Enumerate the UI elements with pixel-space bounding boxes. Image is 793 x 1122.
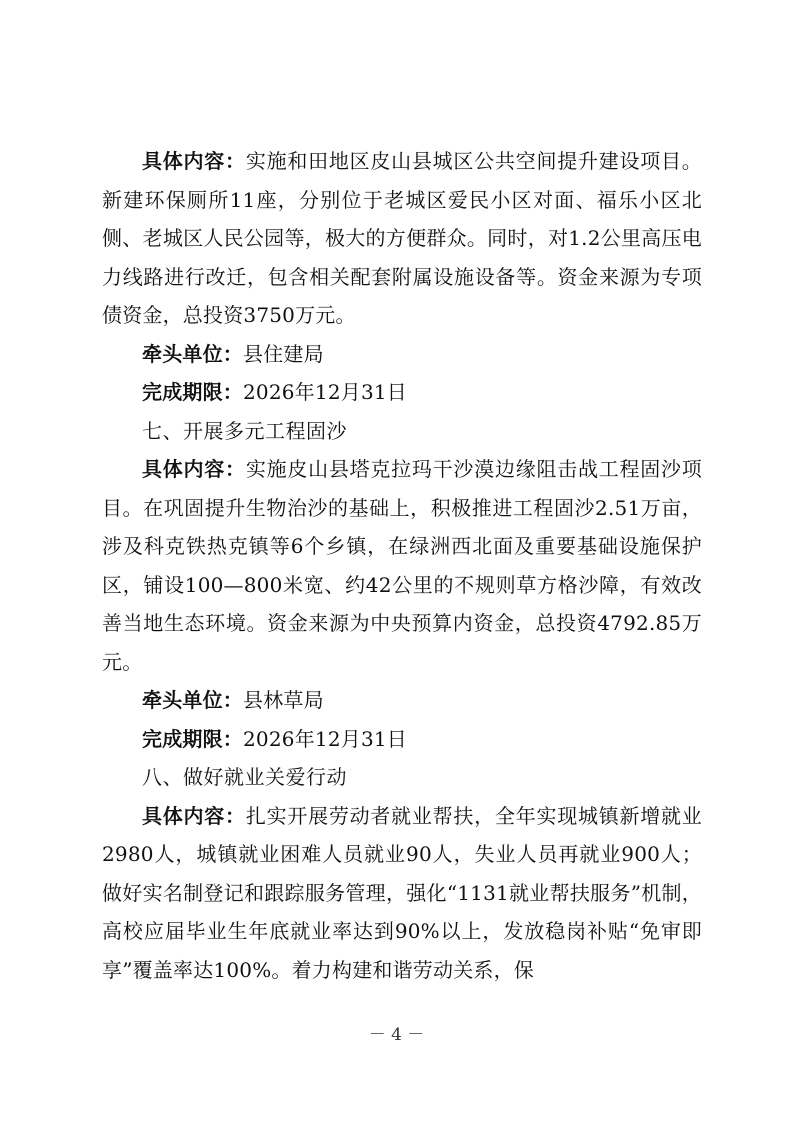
paragraph-text: 2026年12月31日: [243, 380, 407, 404]
lead-unit-paragraph: [102, 335, 702, 374]
paragraph-label: 完成期限：: [142, 380, 243, 404]
content-paragraph: [102, 142, 702, 335]
paragraph-text: 县住建局: [243, 341, 324, 366]
paragraph-label: 具体内容：: [142, 457, 246, 481]
paragraph-label: 完成期限：: [142, 726, 243, 751]
lead-unit-paragraph: [102, 681, 702, 720]
section-heading: 八、做好就业关爱行动: [142, 765, 347, 789]
content-paragraph: [102, 797, 702, 990]
section-heading: 七、开展多元工程固沙: [142, 418, 347, 443]
paragraph-label: 具体内容：: [142, 149, 246, 173]
document-body: [102, 142, 702, 989]
paragraph-text: 实施皮山县塔克拉玛干沙漠边缘阻击战工程固沙项目。在巩固提升生物治沙的基础上，积极推进工程固沙2.51万亩，涉及科克铁热克镇等6个乡镇，在绿洲西北面及重要基础设施保护区，铺设100—800米宽、约42公里的不规则草方格沙障，有效改善当地生态环境。资金来源为中央预算内资金，总投资4792.85万元。: [102, 457, 702, 674]
paragraph-text: 实施和田地区皮山县城区公共空间提升建设项目。新建环保厕所11座，分别位于老城区爱民小区对面、福乐小区北侧、老城区人民公园等，极大的方便群众。同时，对1.2公里高压电力线路进行改迁，包含相关配套附属设施设备等。资金来源为专项债资金，总投资3750万元。: [102, 149, 702, 327]
paragraph-text: 县林草局: [243, 688, 324, 712]
content-paragraph: [102, 450, 702, 681]
paragraph-text: 2026年12月31日: [243, 726, 407, 751]
paragraph-text: 扎实开展劳动者就业帮扶，全年实现城镇新增就业2980人，城镇就业困难人员就业90人，失业人员再就业900人；做好实名制登记和跟踪服务管理，强化“1131就业帮扶服务”机制，高校应届毕业生年底就业率达到90%以上，发放稳岗补贴“免审即享”覆盖率达100%。着力构建和谐劳动关系，保: [102, 803, 702, 982]
page-number: － 4 －: [368, 1025, 425, 1045]
paragraph-label: 牵头单位：: [142, 688, 243, 712]
paragraph-label: 牵头单位：: [142, 341, 243, 366]
paragraph-label: 具体内容：: [142, 803, 246, 828]
deadline-paragraph: [102, 373, 702, 412]
deadline-paragraph: [102, 720, 702, 759]
